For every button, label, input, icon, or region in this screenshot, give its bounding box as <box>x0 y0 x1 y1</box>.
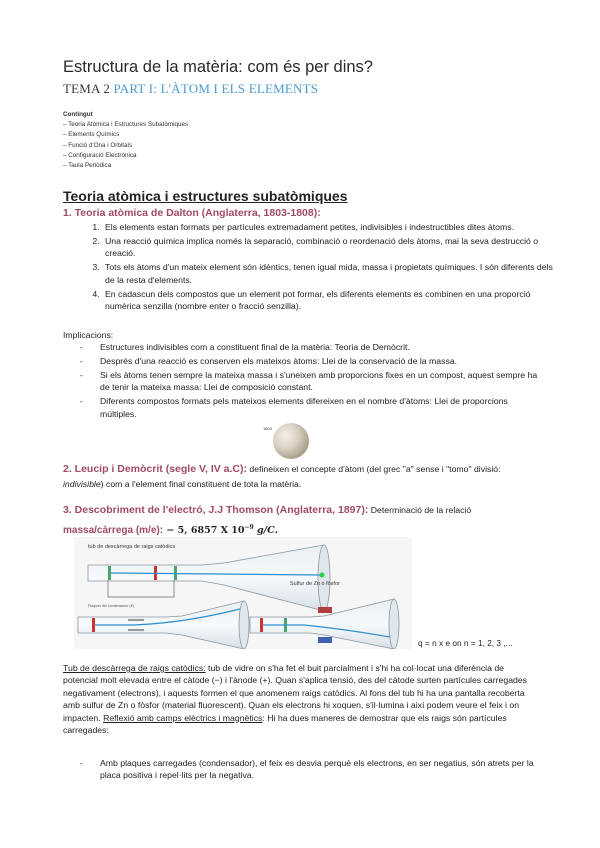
contents-item: – Taula Periòdica <box>63 162 112 170</box>
page-title: Estructura de la matèria: com és per dins? <box>63 58 373 76</box>
implications-list <box>80 341 542 421</box>
list-item: 3. Tots els àtoms d'un mateix element són idèntics, tenen igual mida, massa i propietats químiques. I són diferents dels de la resta d'elements. <box>102 261 562 286</box>
fig-label-plates: Plaques del condensador (E) <box>88 604 135 608</box>
leucip-heading: 2. Leucip i Demòcrit (segle V, IV a.C): <box>63 463 248 475</box>
fig-label-tube: tub de descàrrega de raigs catòdics <box>88 544 176 550</box>
contents-heading: Contingut <box>63 111 93 118</box>
list-item: - Si els àtoms tenen sempre la mateixa massa i s'uneixen amb proporcions fixes en un compost, aquest sempre ha de tenir la mateixa massa: Llei de composició constant. <box>80 369 542 394</box>
contents-item: – Configuració Electrònica <box>63 151 137 159</box>
list-item: - Diferents compostos formats pels mateixos elements difereixen en el nombre d'àtoms: Llei de proporcions múltiples. <box>80 395 542 420</box>
tema-prefix: TEMA 2 <box>63 81 114 96</box>
tube-label: Tub de descàrrega de raigs catòdics: <box>63 663 206 673</box>
contents-item: – Teoria Atòmica i Estructures Subatòmiques <box>63 121 189 129</box>
leucip-text-2: ) com a l'element final constituent de tota la matèria. <box>100 479 302 489</box>
atom-sphere-image <box>273 423 309 459</box>
list-item: - Després d'una reacció es conserven els mateixos àtoms: Llei de la conservació de la massa. <box>80 355 542 367</box>
fields-label: Reflexió amb camps elèctrics i magnètics <box>103 712 263 723</box>
charge-formula: q = n x e on n = 1, 2, 3 ,... <box>418 638 513 648</box>
leucip-paragraph <box>63 462 541 492</box>
dalton-heading: 1. Teoria atòmica de Dalton (Anglaterra, 1803-1808): <box>63 207 321 219</box>
fields-text: : Hi ha dues maneres de demostrar que els raigs són partícules carregades: <box>63 712 507 736</box>
list-item: - Estructures indivisibles com a constituent final de la matèria: Teoria de Demòcrit. <box>80 341 542 353</box>
tube-bullets <box>80 757 540 783</box>
thomson-heading: 3. Descobriment de l'electró, J.J Thomson (Anglaterra, 1897): <box>63 504 369 516</box>
leucip-italic: indivisible <box>63 479 101 489</box>
list-item: 1. Els elements estan formats per partícules extremadament petites, indivisibles i indestructibles dites àtoms. <box>102 221 562 233</box>
implications-label: Implicacions: <box>63 330 114 340</box>
contents-list <box>63 110 188 171</box>
contents-item: – Funció d'Ona i Orbitals <box>63 141 133 149</box>
dalton-points <box>80 221 562 314</box>
ratio-value: − 5, 6857 X $10^{-9}$ g/C. <box>163 524 279 537</box>
tube-paragraph <box>63 662 541 736</box>
tube-text: tub de vidre on s'ha fet el buit parcialment i s'hi ha col·locat una diferència de potencial molt elevada entre el càtode (−) i l'ànode (+). Quan s'aplica tensió, des del càtode surten partícules carregades negativament (electrons), i aquests formen el que anomenem raigs catòdics. Al fons del tub hi ha una pantalla recoberta amb sulfur de Zn o fòsfor (material fluorescent). Quan els electrons hi xoquen, s'il·lumina i així podem veure el feix i on impacten. <box>63 663 528 723</box>
contents-item: – Elements Químics <box>63 131 120 139</box>
ratio-label: massa/càrrega (m/e): <box>63 525 164 537</box>
list-item: 2. Una reacció química implica només la separació, combinació o reordenació dels àtoms, mai la seva destrucció o creació. <box>102 235 562 260</box>
fig-label-zn: Sulfur de Zn o fòsfor <box>290 581 340 587</box>
list-item: - Amb plaques carregades (condensador), el feix es desvia perquè els electrons, en ser negatius, són atrets per la placa positiva i repel·lits per la negativa. <box>80 757 540 782</box>
tema-part: PART I: L'ÀTOM I ELS ELEMENTS <box>113 81 319 96</box>
thomson-paragraph <box>63 502 541 539</box>
cathode-ray-tube-figure <box>74 537 412 649</box>
list-item: 4. En cadascun dels compostos que un element pot formar, els diferents elements es combinen en una proporció numèrica senzilla (nombre enter o fracció senzilla). <box>102 288 562 313</box>
atom-sphere-label: 1803 <box>263 426 272 431</box>
section-heading: Teoria atòmica i estructures subatòmiques <box>63 188 348 204</box>
thomson-intro: Determinació de la relació <box>368 505 472 515</box>
leucip-text: defineixen el concepte d'àtom (del grec "a" sense i "tomo" divisió: <box>247 464 501 474</box>
tema-heading <box>63 81 318 97</box>
